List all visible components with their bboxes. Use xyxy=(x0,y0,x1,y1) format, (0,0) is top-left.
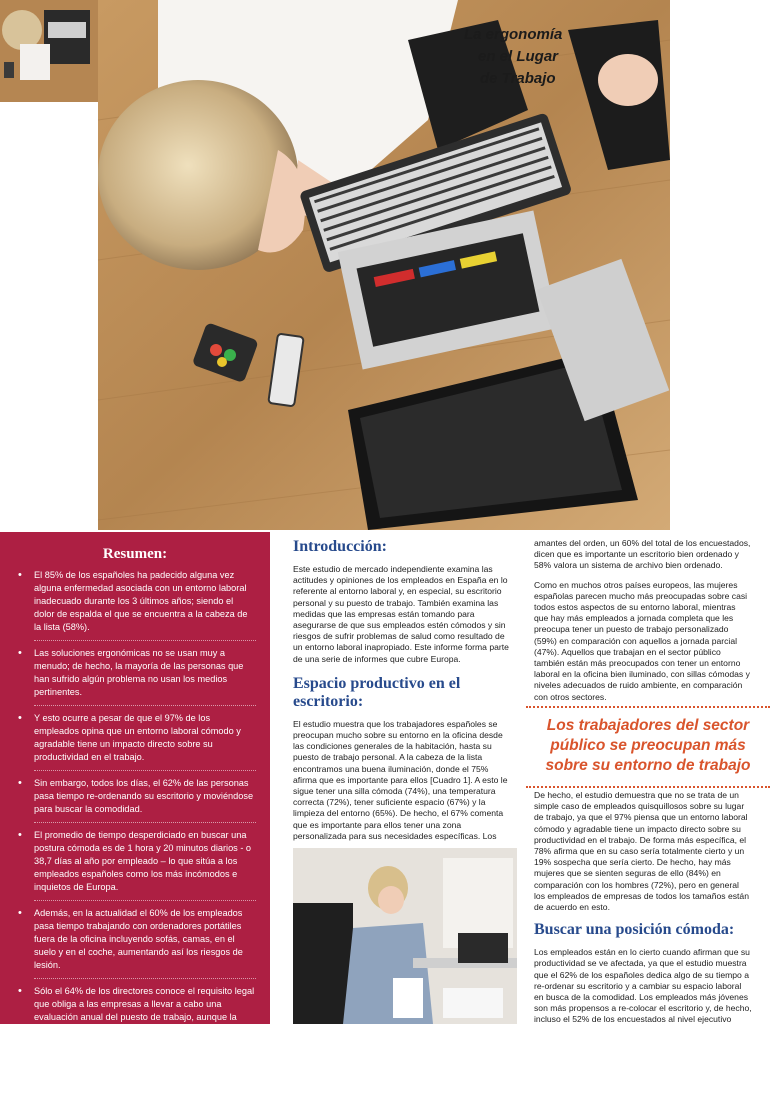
summary-item: • De hecho, las empresas españolas eclipsan a sus homólogos europeos en lo que se refiere a llevar a cabo dichas evaluaciones. xyxy=(34,1050,256,1096)
summary-item: • Además, en la actualidad el 60% de los empleados pasa tiempo trabajando con ordenadores portátiles fuera de la oficina incluyendo sofás, camas, en el suelo y en el coche, aumentando así los riesgos de lesión. xyxy=(34,907,256,979)
summary-item: • Sólo el 64% de los directores conoce el requisito legal que obliga a las empresas a llevar a cabo una evaluación anual del puesto de trabajo, aunque la cifra es mayor que en otros países. xyxy=(34,985,256,1044)
pullquote-text: Los trabajadores del sector público se preocupan más sobre su entorno de trabajo xyxy=(545,717,751,774)
summary-item: • El promedio de tiempo desperdiciado en buscar una postura cómoda es de 1 hora y 20 minutos diarios - o 38,7 días al año por empleado – lo que sitúa a los empleados españoles como los más incómodos e inquietos de Europa. xyxy=(34,829,256,901)
cover-title-line-1: La ergonomía xyxy=(464,26,563,43)
middle-column xyxy=(293,538,511,850)
right-paragraph-4: Los empleados están en lo cierto cuando afirman que su productividad se ve afectada, ya que el estudio muestra que el 62% de los españoles dedica algo de su tiempo a re-ordenar su escritorio y a cambiar su espacio laboral en busca de la comodidad. Los empleados más jóvenes son más propensos a re-colocar el escritorio y, de hecho, incluso el 52% de los encuestados al nivel ejecutivo xyxy=(534,947,752,1025)
thumbnail-photo xyxy=(0,0,98,102)
intro-heading: Introducción: xyxy=(293,538,387,555)
summary-item: • El 85% de los españoles ha padecido alguna vez alguna enfermedad asociada con un entorno laboral inadecuado durante los 3 últimos años; siendo el dolor de espalda el que se encuentra a la cabeza de la lista (58%). xyxy=(34,569,256,641)
right-column-lower xyxy=(534,790,752,1034)
cover-title-line-2: en el Lugar xyxy=(478,48,559,65)
right-column xyxy=(534,538,752,711)
espacio-heading: Espacio productivo en el escritorio: xyxy=(293,674,461,710)
summary-heading: Resumen: xyxy=(102,546,168,562)
buscar-heading: Buscar una posición cómoda: xyxy=(534,921,735,939)
summary-item: • Sin embargo, todos los días, el 62% de las personas pasa tiempo re-ordenando su escritorio y moviéndose para buscar la comodidad. xyxy=(34,777,256,823)
summary-item: • Las soluciones ergonómicas no se usan muy a menudo; de hecho, la mayoría de las personas que han sufrido algún problema no usan los medios pertinentes. xyxy=(34,647,256,706)
cover-title-line-3: de Trabajo xyxy=(480,70,556,87)
right-paragraph-2: Como en muchos otros países europeos, las mujeres españolas parecen mucho más preocupadas sobre casi todos estos aspectos de su entorno laboral, mientras que hay más empleados a jornada completa que les preocupa tener un puesto de trabajo personalizado (59%) en comparación con aquellos a jornada parcial (47%). Aquellos que trabajan en el sector público también están más preocupados con tener un entorno laboral en la oficina bien iluminado, con sillas cómodas y niveles adecuados de ruido ambiente, en comparación con otros sectores. xyxy=(534,579,750,702)
espacio-paragraph: El estudio muestra que los trabajadores españoles se preocupan mucho sobre su entorno en la oficina desde las condiciones generales de la habitación, hasta su puesto de trabajo personal. A la cabeza de la lista encontramos una buena iluminación, donde el 75% afirma que es importante para ellos [Cuadro 1]. A esto le sigue tener una silla cómoda (74%), una temperatura correcta (72%), tener suficiente espacio (67%) y la limpieza del entorno (65%). De hecho, el 67% comenta que es importante para ellos tener una zona personalizada para sus necesidades específicas. Los xyxy=(293,718,508,841)
right-paragraph-3: De hecho, el estudio demuestra que no se trata de un simple caso de empleados quisquillosos sobre su lugar de trabajo, ya que el 97% piensa que un entorno laboral cómodo y agradable tiene un impacto directo sobre su productividad en el trabajo. De forma más específica, el 78% afirma que en su caso sería totalmente cierto y un 19% sospecha que sería cierto. De hecho, hay más mujeres que se sienten seguras de ello (84%) en comparación con los hombres (72%), pero en general los empleados de empresas de todos los tamaños están de acuerdo en esto. xyxy=(534,790,749,913)
pullquote-box xyxy=(526,706,770,788)
hero-photo xyxy=(98,0,670,530)
summary-list xyxy=(0,569,270,1096)
summary-sidebar xyxy=(0,532,270,1087)
summary-item: • Y esto ocurre a pesar de que el 97% de los empleados opina que un entorno laboral cómodo y agradable tiene un impacto directo sobre su productividad en el trabajo. xyxy=(34,712,256,771)
office-photo xyxy=(293,848,517,1024)
right-paragraph-1: amantes del orden, un 60% del total de los encuestados, dicen que es importante un escritorio bien ordenado y 58% valora un sistema de archivo bien ordenado. xyxy=(534,538,751,571)
intro-paragraph: Este estudio de mercado independiente examina las actitudes y opiniones de los empleados en España en lo referente al entorno laboral y, en especial, su escritorio personal y su puesto de trabajo. También examina las medidas que las empresas están tomando para asegurarse de que sus empleados estén cómodos y sin riesgos de sufrir problemas de salud como resultado de un entorno laboral inapropiado. Este informe forma parte de una serie de informes que cubre Europa. xyxy=(293,564,509,664)
